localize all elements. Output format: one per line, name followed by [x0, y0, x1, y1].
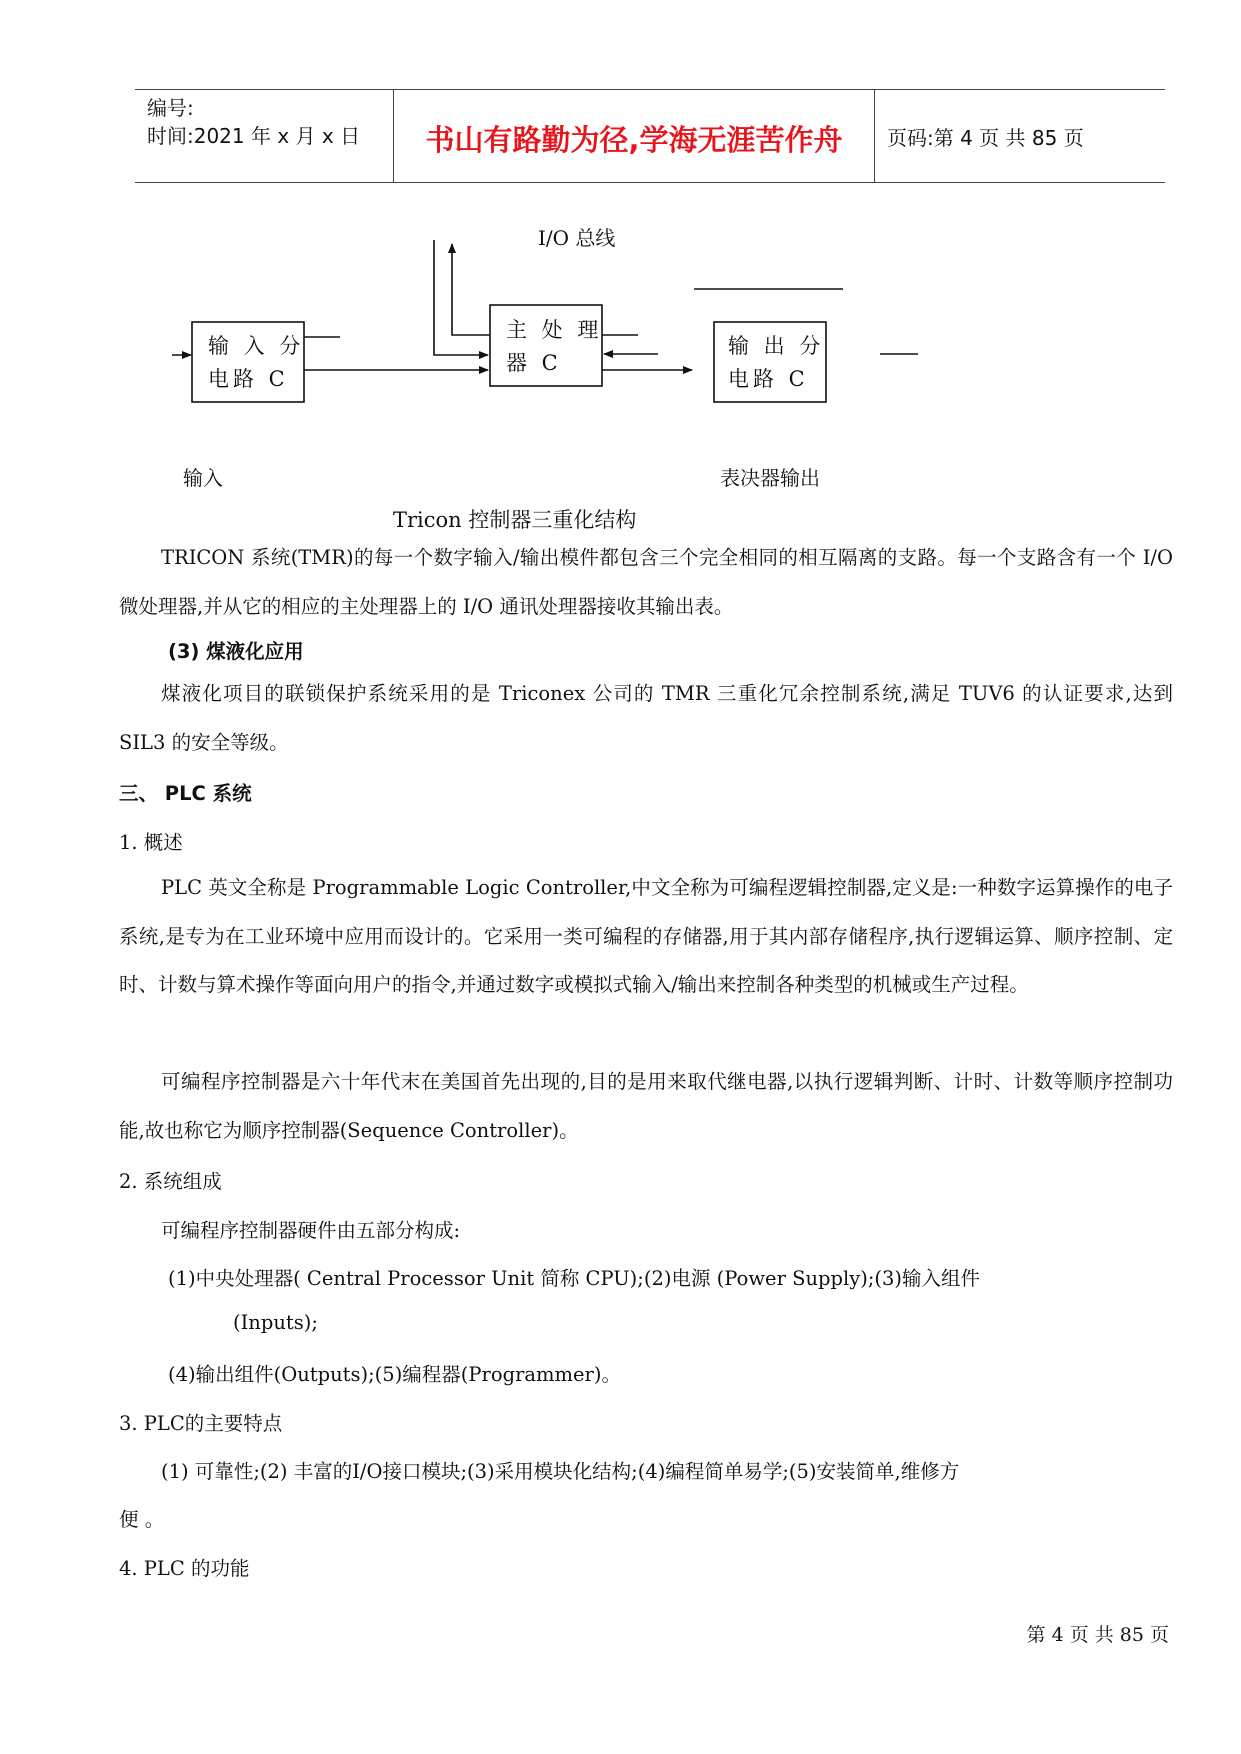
number-label: 编号:: [147, 96, 194, 120]
components-intro: 可编程序控制器硬件由五部分构成:: [161, 1219, 461, 1242]
bus-label: I/O 总线: [538, 226, 616, 250]
input-box-line2: 电路 C: [208, 367, 289, 391]
page-header: [135, 89, 1165, 183]
bus-line-outer: [434, 240, 488, 355]
s1-title: 1. 概述: [119, 831, 183, 854]
cpu-box-label: [506, 314, 602, 380]
motto: 书山有路勤为径,学海无涯苦作舟: [425, 123, 843, 157]
output-box-label: [728, 330, 824, 396]
tricon-paragraph: TRICON 系统(TMR)的每一个数字输入/输出模件都包含三个完全相同的相互隔离的支路。每一个支路含有一个 I/O 微处理器,并从它的相应的主处理器上的 I/O 通讯处理器接收其输出表。: [119, 546, 1173, 618]
time-label: 时间:2021 年 x 月 x 日: [147, 124, 361, 148]
bus-line-inner: [452, 244, 490, 335]
s4-title: 4. PLC 的功能: [119, 1557, 250, 1580]
sub3-title: (3) 煤液化应用: [168, 640, 304, 663]
output-label: 表决器输出: [720, 466, 820, 490]
components-line-2: (4)输出组件(Outputs);(5)编程器(Programmer)。: [168, 1363, 621, 1386]
section3-title: 三、 PLC 系统: [119, 782, 252, 805]
cpu-box-line1: 主 处 理: [506, 318, 603, 342]
overview-paragraph-1: PLC 英文全称是 Programmable Logic Controller,中文全称为可编程逻辑控制器,定义是:一种数字运算操作的电子系统,是专为在工业环境中应用而设计的。它采用一类可编程的存储器,用于其内部存储程序,执行逻辑运算、顺序控制、定时、计数与算术操作等面向用户的指令,并通过数字或模拟式输入/输出来控制各种类型的机械或生产过程。: [119, 876, 1173, 996]
footer-page: 第 4 页 共 85 页: [1026, 1624, 1169, 1646]
header-page-info: 页码:第 4 页 共 85 页: [887, 126, 1084, 150]
overview-paragraph-2: 可编程序控制器是六十年代末在美国首先出现的,目的是用来取代继电器,以执行逻辑判断、计时、计数等顺序控制功能,故也称它为顺序控制器(Sequence Controller)。: [119, 1070, 1173, 1142]
coal-paragraph: 煤液化项目的联锁保护系统采用的是 Triconex 公司的 TMR 三重化冗余控制系统,满足 TUV6 的认证要求,达到 SIL3 的安全等级。: [119, 682, 1173, 754]
header-page-cell: [875, 90, 1165, 182]
output-box-line2: 电路 C: [728, 367, 809, 391]
input-box-label: [208, 330, 304, 396]
s3-title: 3. PLC的主要特点: [119, 1412, 283, 1435]
input-box-line1: 输 入 分: [208, 334, 305, 358]
header-meta-cell: [135, 90, 393, 182]
header-motto-cell: [393, 90, 875, 182]
s2-title: 2. 系统组成: [119, 1170, 222, 1193]
features-line-2: 便 。: [119, 1508, 165, 1531]
components-line-1b: (Inputs);: [233, 1311, 318, 1334]
input-label: 输入: [183, 466, 223, 490]
output-box-line1: 输 出 分: [728, 334, 825, 358]
figure-caption: Tricon 控制器三重化结构: [393, 508, 637, 532]
cpu-box-line2: 器 C: [506, 351, 562, 375]
features-line-1: (1) 可靠性;(2) 丰富的I/O接口模块;(3)采用模块化结构;(4)编程简单易学;(5)安装简单,维修方: [161, 1460, 960, 1483]
components-line-1: (1)中央处理器( Central Processor Unit 简称 CPU);(2)电源 (Power Supply);(3)输入组件: [168, 1267, 981, 1290]
